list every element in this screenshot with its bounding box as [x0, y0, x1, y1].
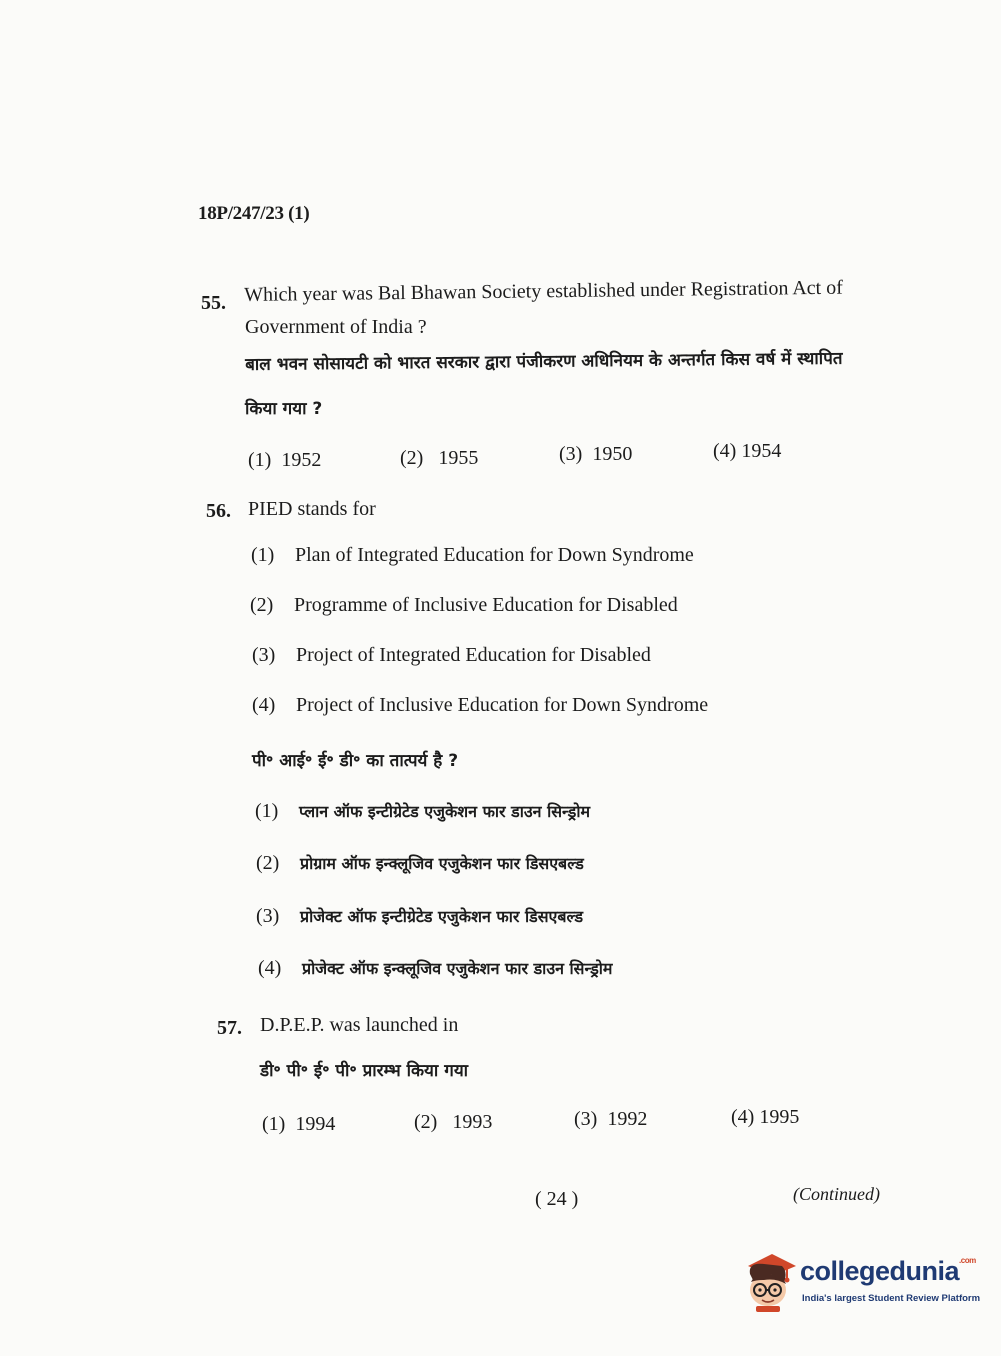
- option-2: (2) 1955: [400, 447, 479, 469]
- option-4: (4) Project of Inclusive Education for Down Syndrome: [252, 694, 709, 716]
- question-hindi-cont: किया गया ?: [245, 399, 323, 419]
- option-3: (3) 1992: [574, 1108, 648, 1130]
- option-2: (2) 1993: [414, 1111, 493, 1133]
- page-number: ( 24 ): [535, 1188, 579, 1210]
- option-1: (1) Plan of Integrated Education for Down Syndrome: [251, 544, 694, 566]
- paper-code: 18P/247/23 (1): [198, 203, 310, 224]
- question-text-cont: Government of India ?: [245, 316, 427, 338]
- hindi-option-2: (2) प्रोग्राम ऑफ इन्क्लूजिव एजुकेशन फार डिसएबल्ड: [256, 852, 584, 874]
- option-3: (3) Project of Integrated Education for Disabled: [252, 644, 651, 666]
- collegedunia-logo: [742, 1250, 981, 1316]
- question-text: PIED stands for: [248, 498, 376, 520]
- option-4: (4) 1954: [713, 440, 782, 462]
- question-number: 56.: [206, 500, 231, 522]
- question-number: 57.: [217, 1017, 242, 1039]
- question-hindi: डी॰ पी॰ ई॰ पी॰ प्रारम्भ किया गया: [260, 1061, 469, 1081]
- option-1: (1) 1952: [248, 449, 322, 471]
- option-2: (2) Programme of Inclusive Education for Disabled: [250, 594, 678, 616]
- continued-label: (Continued): [793, 1184, 880, 1204]
- hindi-option-3: (3) प्रोजेक्ट ऑफ इन्टीग्रेटेड एजुकेशन फार डिसएबल्ड: [256, 905, 584, 927]
- brand-tagline: India's largest Student Review Platform: [802, 1293, 981, 1304]
- question-hindi: बाल भवन सोसायटी को भारत सरकार द्वारा पंजीकरण अधिनियम के अन्तर्गत किस वर्ष में स्थापित: [245, 348, 843, 375]
- question-text: D.P.E.P. was launched in: [260, 1014, 459, 1036]
- option-4: (4) 1995: [731, 1106, 800, 1128]
- question-text: Which year was Bal Bhawan Society established under Registration Act of: [244, 276, 843, 306]
- question-number: 55.: [201, 292, 226, 314]
- option-3: (3) 1950: [559, 443, 633, 465]
- brand-name: collegedunia$^{.com}$: [800, 1256, 976, 1286]
- mascot-icon: [742, 1252, 798, 1314]
- hindi-option-4: (4) प्रोजेक्ट ऑफ इन्क्लूजिव एजुकेशन फार डाउन सिन्ड्रोम: [258, 957, 613, 979]
- hindi-option-1: (1) प्लान ऑफ इन्टीग्रेटेड एजुकेशन फार डाउन सिन्ड्रोम: [255, 800, 591, 822]
- question-hindi: पी॰ आई॰ ई॰ डी॰ का तात्पर्य है ?: [252, 751, 459, 771]
- option-1: (1) 1994: [262, 1113, 336, 1135]
